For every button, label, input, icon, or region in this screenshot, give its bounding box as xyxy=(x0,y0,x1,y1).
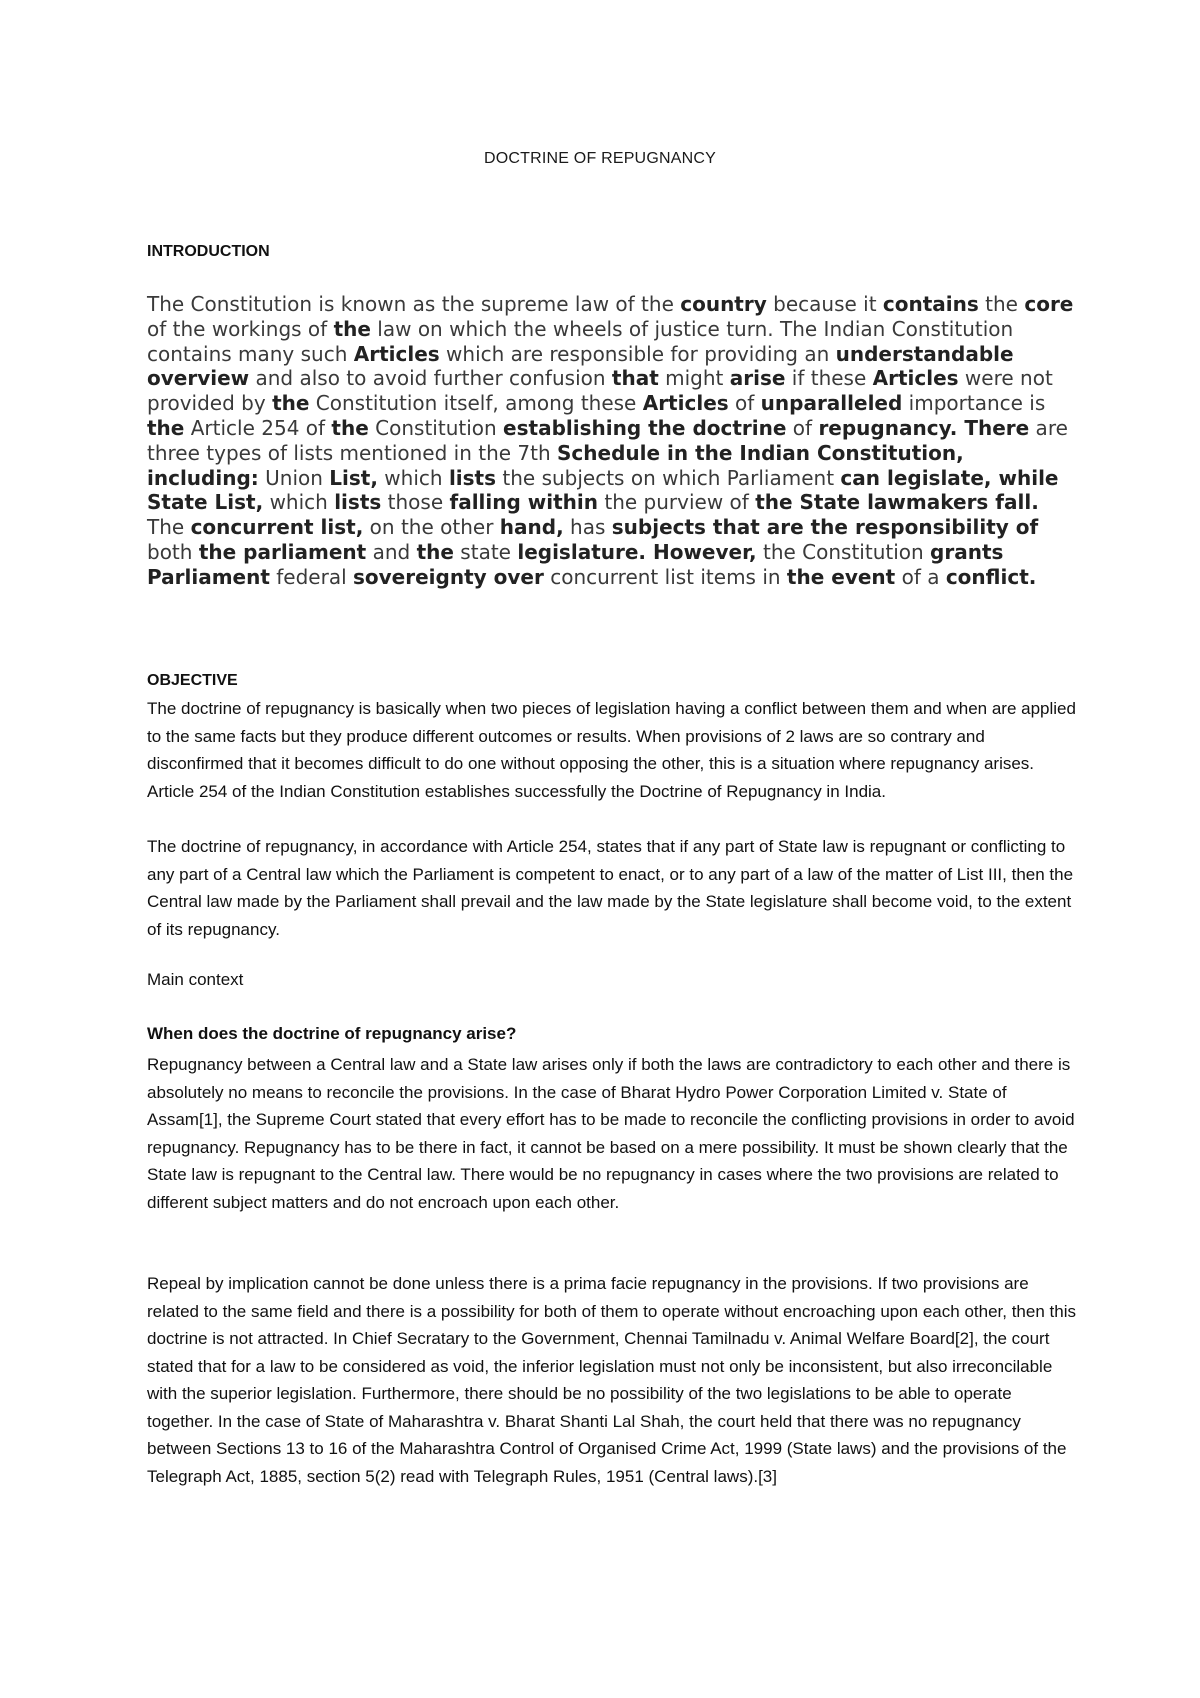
intro-bold-run: conflict. xyxy=(945,564,1037,589)
intro-bold-run: country xyxy=(680,292,767,316)
intro-text-run: which xyxy=(377,465,449,490)
intro-bold-run: the xyxy=(272,391,310,416)
intro-text-run: if these xyxy=(785,366,873,391)
intro-bold-run: hand, xyxy=(499,515,564,540)
intro-bold-run: the xyxy=(333,316,371,341)
document-title: DOCTRINE OF REPUGNANCY xyxy=(484,150,716,167)
intro-text-run: Union xyxy=(258,465,330,490)
intro-text-run: which are responsible for providing an xyxy=(439,341,836,366)
intro-text-run: the xyxy=(978,292,1025,316)
intro-text-run: the Constitution xyxy=(756,539,931,564)
intro-bold-run: unparalleled xyxy=(760,391,903,416)
question-heading: When does the doctrine of repugnancy arise? xyxy=(147,1024,517,1043)
intro-bold-run: lists xyxy=(448,465,497,490)
intro-text-run: are three types of lists mentioned in the 7th xyxy=(147,415,1068,465)
intro-bold-run: Articles xyxy=(642,391,729,416)
intro-bold-run: Schedule in the Indian Constitution, including: xyxy=(147,440,964,490)
intro-bold-run: the xyxy=(331,415,369,440)
intro-bold-run: falling within xyxy=(449,490,599,515)
intro-text-run: Constitution itself, among these xyxy=(309,391,643,416)
intro-text-run: and also to avoid further confusion xyxy=(249,366,612,391)
intro-bold-run: the parliament xyxy=(198,539,367,564)
intro-text-run: importance is xyxy=(902,391,1046,416)
intro-bold-run: the xyxy=(416,539,454,564)
intro-text-run: of xyxy=(786,415,819,440)
intro-bold-run: lists xyxy=(334,490,382,515)
intro-text-run: and xyxy=(366,539,417,564)
introduction-paragraph xyxy=(147,292,1077,590)
intro-text-run: has xyxy=(563,515,612,540)
intro-text-run: on the other xyxy=(363,515,500,540)
intro-bold-run: core xyxy=(1024,292,1074,316)
intro-bold-run: contains xyxy=(882,292,979,316)
main-context-label: Main context xyxy=(147,970,244,989)
intro-text-run: Article 254 of xyxy=(184,415,332,440)
intro-bold-run: concurrent list, xyxy=(190,515,364,540)
intro-text-run: of xyxy=(728,391,761,416)
intro-bold-run: List, xyxy=(329,465,378,490)
intro-text-run: because it xyxy=(766,292,883,316)
objective-paragraph-2: The doctrine of repugnancy, in accordance with Article 254, states that if any part of State law is repugnant or conflicting to any part of a Central law which the Parliament is competent to enact, or to any part of a law of the matter of List III, then the Central law made by the Parliament shall prevail and the law made by the State legislature shall become void, to the extent of its repugnancy. xyxy=(147,837,1074,939)
intro-text-run: the purview of xyxy=(598,490,756,515)
intro-text-run: The xyxy=(147,515,191,540)
intro-bold-run: Articles xyxy=(872,366,959,391)
intro-bold-run: subjects that are the responsibility of xyxy=(611,515,1039,540)
intro-bold-run: can legislate, while State List, xyxy=(147,465,1059,515)
intro-text-run: the subjects on which Parliament xyxy=(496,465,841,490)
intro-bold-run: grants Parliament xyxy=(147,539,1004,589)
intro-text-run: those xyxy=(381,490,450,515)
intro-bold-run: the event xyxy=(786,564,896,589)
intro-bold-run: that xyxy=(611,366,659,391)
intro-bold-run: arise xyxy=(729,366,786,391)
intro-text-run: law on which the wheels of justice turn. The Indian Constitution contains many such xyxy=(147,316,1014,366)
intro-text-run: federal xyxy=(269,564,353,589)
intro-text-run: of the workings of xyxy=(147,316,334,341)
intro-bold-run: repugnancy. There xyxy=(818,415,1030,440)
intro-bold-run: the State lawmakers fall. xyxy=(755,490,1039,515)
intro-text-run: concurrent list items in xyxy=(543,564,787,589)
intro-text-run: which xyxy=(263,490,335,515)
intro-text-run: of a xyxy=(895,564,946,589)
intro-bold-run: establishing the doctrine xyxy=(503,415,787,440)
intro-text-run: state xyxy=(453,539,518,564)
intro-bold-run: sovereignty over xyxy=(353,564,544,589)
intro-text-run: both xyxy=(147,539,199,564)
intro-text-run: were not provided by xyxy=(147,366,1053,416)
repugnancy-paragraph: Repugnancy between a Central law and a State law arises only if both the laws are contradictory to each other and there is absolutely no means to reconcile the provisions. In the case of Bharat Hydro Power Corporation Limited v. State of Assam[1], the Supreme Court stated that every effort has to be made to reconcile the conflicting provisions in order to avoid repugnancy. Repugnancy has to be there in fact, it cannot be based on a mere possibility. It must be shown clearly that the State law is repugnant to the Central law. There would be no repugnancy in cases where the two provisions are related to different subject matters and do not encroach upon each other. xyxy=(147,1055,1075,1212)
repeal-paragraph: Repeal by implication cannot be done unless there is a prima facie repugnancy in the provisions. If two provisions are related to the same field and there is a possibility for both of them to operate without encroaching upon each other, then this doctrine is not attracted. In Chief Secratary to the Government, Chennai Tamilnadu v. Animal Welfare Board[2], the court stated that for a law to be considered as void, the inferior legislation must not only be inconsistent, but also irreconcilable with the superior legislation. Furthermore, there should be no possibility of the two legislations to be able to operate together. In the case of State of Maharashtra v. Bharat Shanti Lal Shah, the court held that there was no repugnancy between Sections 13 to 16 of the Maharashtra Control of Organised Crime Act, 1999 (State laws) and the provisions of the Telegraph Act, 1885, section 5(2) read with Telegraph Rules, 1951 (Central laws).[3] xyxy=(147,1274,1076,1486)
intro-bold-run: the xyxy=(147,415,185,440)
intro-bold-run: Articles xyxy=(353,341,440,366)
intro-text-run: might xyxy=(658,366,730,391)
introduction-heading: INTRODUCTION xyxy=(147,243,270,260)
objective-paragraph-1: The doctrine of repugnancy is basically when two pieces of legislation having a conflict between them and when are applied to the same facts but they produce different outcomes or results. When provisions of 2 laws are so contrary and disconfirmed that it becomes difficult to do one without opposing the other, this is a situation where repugnancy arises. Article 254 of the Indian Constitution establishes successfully the Doctrine of Repugnancy in India. xyxy=(147,699,1076,801)
intro-text-run: The Constitution is known as the supreme law of the xyxy=(147,292,681,316)
intro-text-run: Constitution xyxy=(368,415,504,440)
intro-bold-run: legislature. However, xyxy=(517,539,757,564)
intro-bold-run: understandable overview xyxy=(147,341,1014,391)
objective-heading: OBJECTIVE xyxy=(147,672,238,689)
